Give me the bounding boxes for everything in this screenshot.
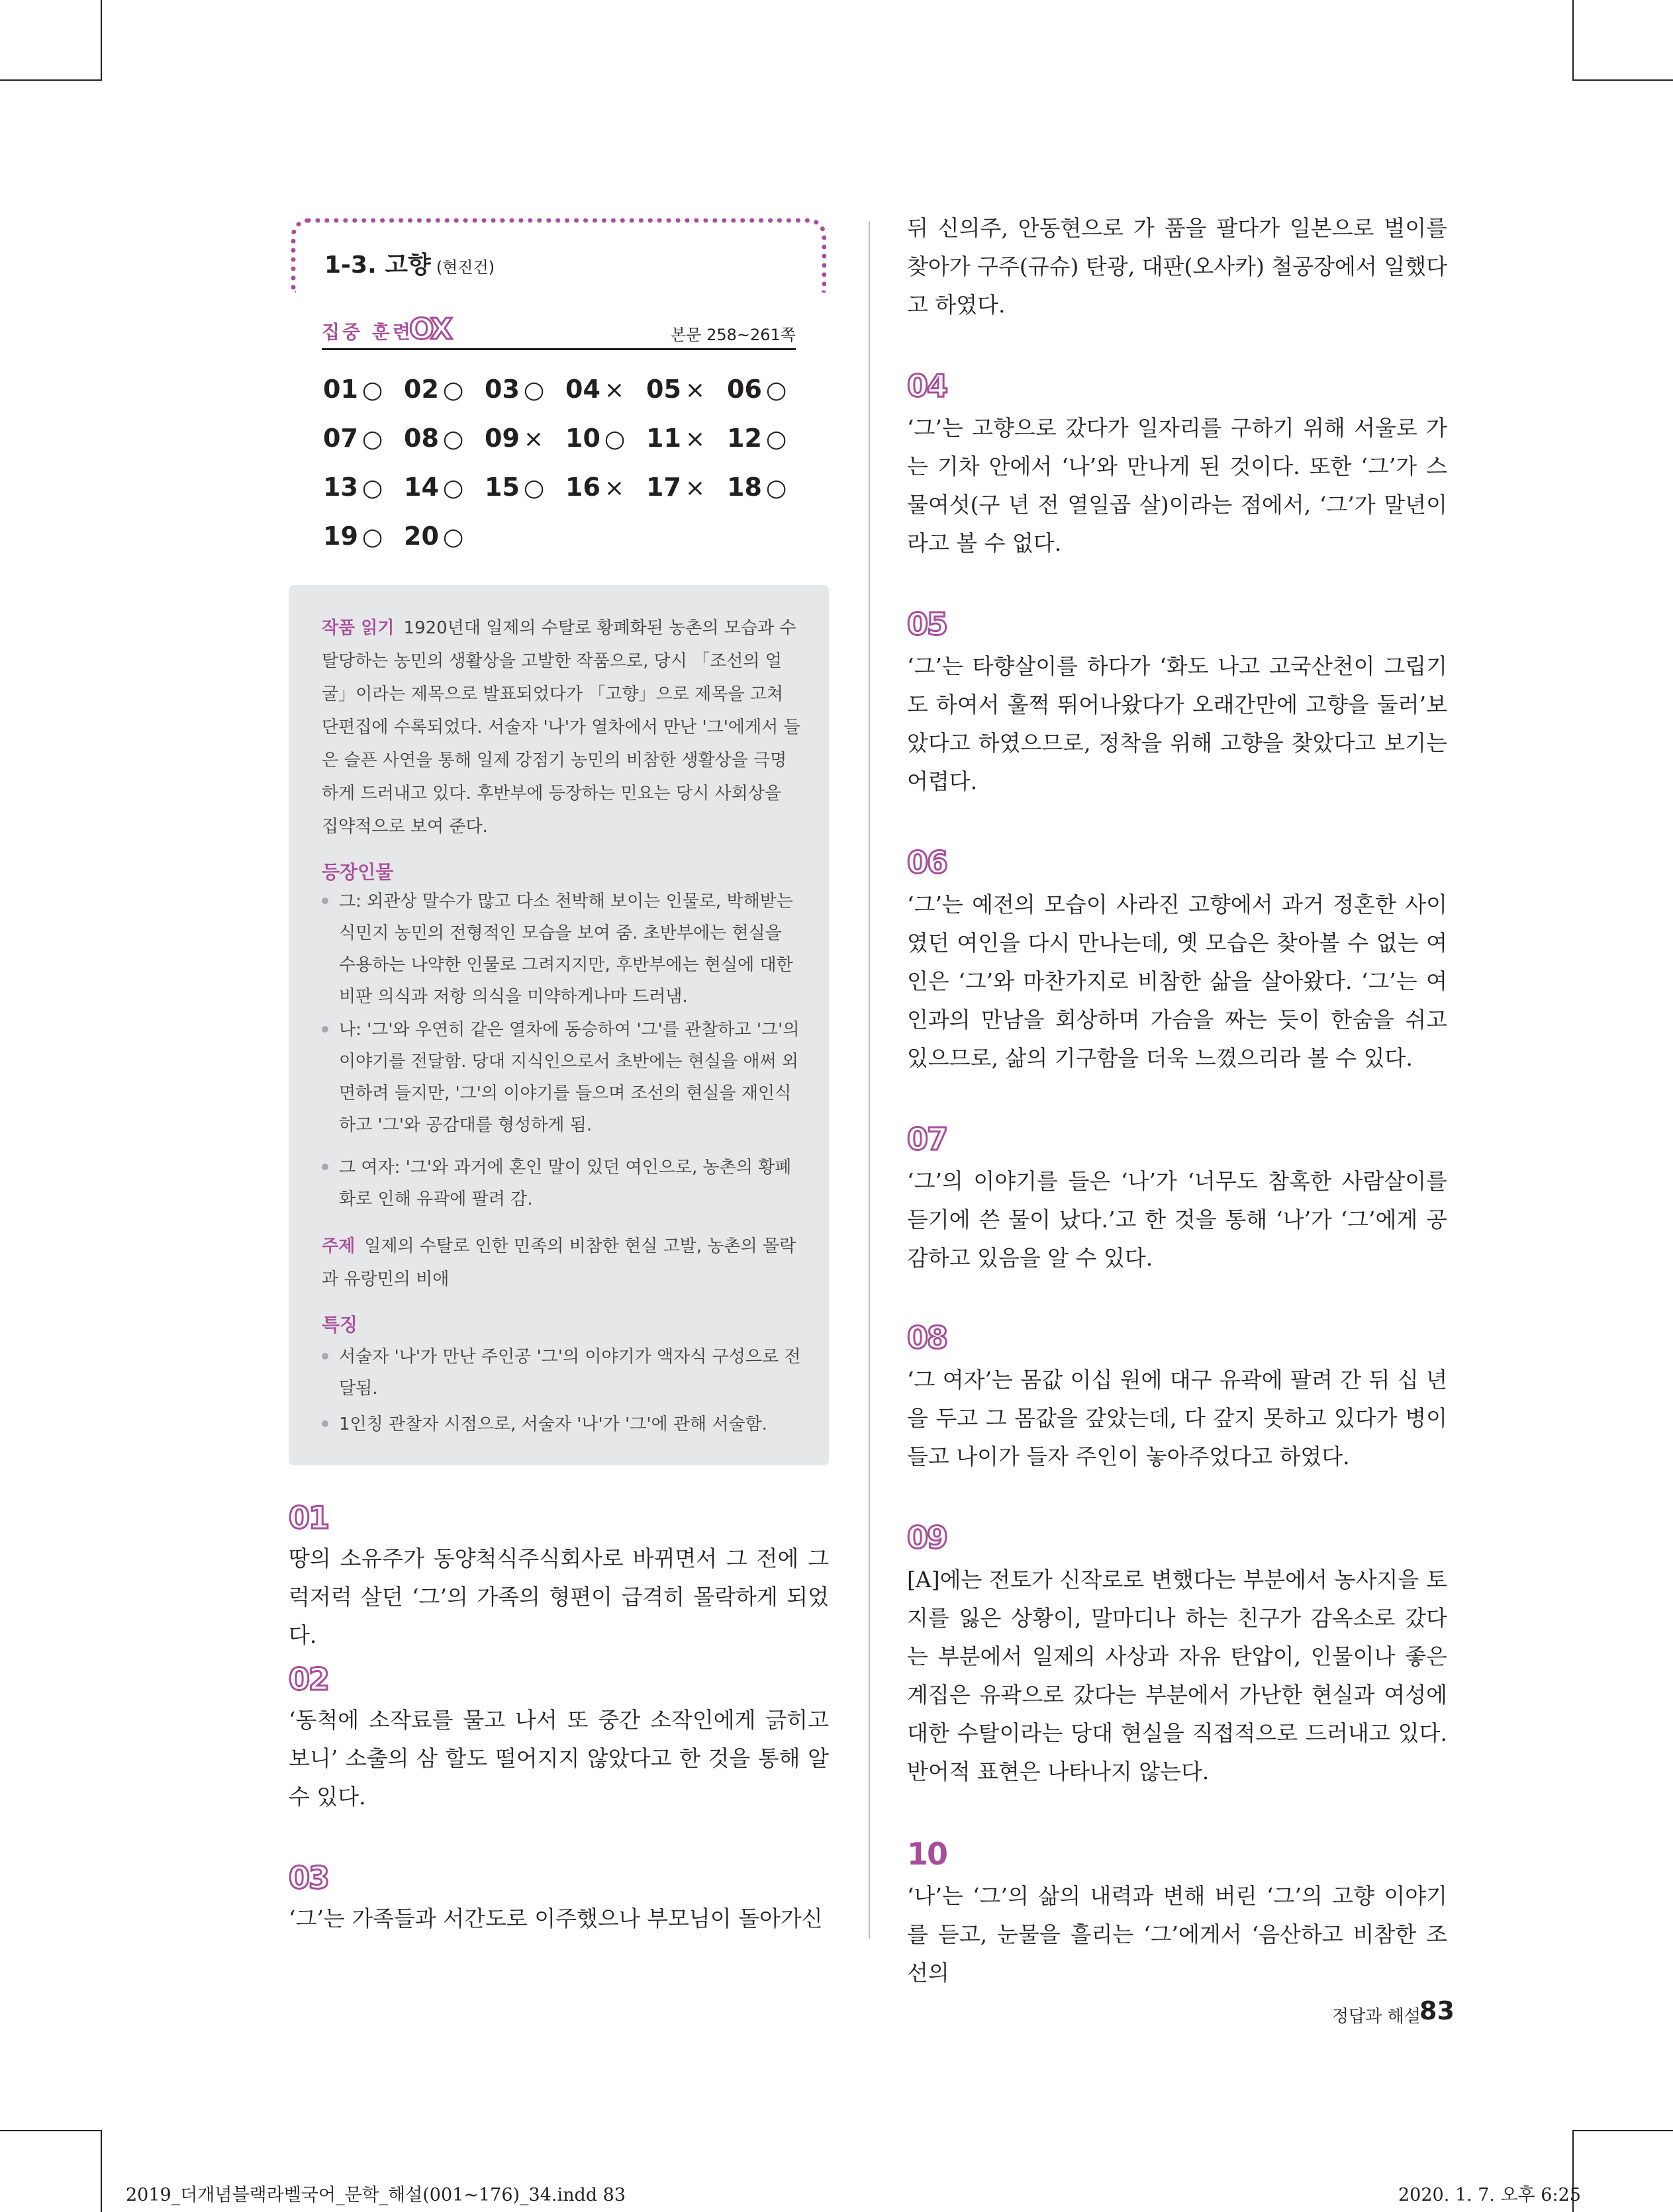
circle-mark-icon: ○	[442, 426, 464, 453]
answer-number: 14	[404, 473, 439, 502]
answer-number: 18	[727, 473, 762, 502]
answer-item	[646, 424, 705, 453]
cross-mark-icon: ×	[604, 475, 625, 502]
answer-item	[404, 473, 463, 502]
feature-item	[322, 1408, 801, 1440]
work-reading-head: 작품 읽기	[322, 618, 395, 638]
ox-label: 집중 훈련	[322, 321, 413, 343]
circle-mark-icon: ○	[361, 426, 383, 453]
crop-mark	[101, 2130, 102, 2212]
cross-mark-icon: ×	[685, 475, 706, 502]
answer-item	[727, 473, 787, 502]
work-reading-text: 1920년대 일제의 수탈로 황폐화된 농촌의 모습과 수탈당하는 농민의 생활상을 고발한 작품으로, 당시 「조선의 얼굴」이라는 제목으로 발표되었다가 「고향」으로 제목을 고쳐 단편집에 수록되었다. 서술자 '나'가 열차에서 만난 '그'에게서 들은 슬픈 사연을 통해 일제 강점기 농민의 비참한 생활상을 극명하게 드러내고 있다. 후반부에 등장하는 민요는 당시 사회상을 집약적으로 보여 준다.	[322, 618, 800, 837]
question-number: 01	[289, 1500, 329, 1536]
feature-item	[322, 1341, 801, 1405]
answer-number: 19	[323, 522, 358, 551]
question-answer: ‘그’의 이야기를 들은 ‘나’가 ‘너무도 참혹한 사람살이를 듣기에 쓴 물이 났다.’고 한 것을 통해 ‘나’가 ‘그’에게 공감하고 있음을 알 수 있다.	[907, 1168, 1447, 1271]
answer-number: 11	[646, 424, 681, 453]
file-slug: 2019_더개념블랙라벨국어_문학_해설(001~176)_34.indd 83	[126, 2185, 626, 2205]
answer-number: 01	[323, 375, 358, 404]
crop-mark	[0, 79, 101, 81]
print-timestamp: 2020. 1. 7. 오후 6:25	[1398, 2185, 1581, 2205]
ox-logo-icon: OX	[409, 312, 450, 346]
circle-mark-icon: ○	[442, 377, 464, 404]
answer-item	[565, 375, 624, 404]
character-item	[322, 886, 801, 1013]
section-title-text: 1-3. 고향	[324, 252, 431, 279]
crop-mark	[1574, 79, 1673, 81]
answer-item	[646, 375, 705, 404]
circle-mark-icon: ○	[765, 475, 787, 502]
crop-mark	[1574, 2130, 1673, 2131]
circle-mark-icon: ○	[442, 475, 464, 502]
theme-paragraph	[322, 1230, 801, 1296]
answer-number: 02	[404, 375, 439, 404]
cross-mark-icon: ×	[523, 426, 544, 453]
answer-number: 13	[323, 473, 358, 502]
answer-item	[485, 375, 544, 404]
circle-mark-icon: ○	[523, 475, 545, 502]
question-answer: [A]에는 전토가 신작로로 변했다는 부분에서 농사지을 토지를 잃은 상황이, 말마디나 하는 친구가 감옥소로 갔다는 부분에서 일제의 사상과 자유 탄압이, 인물이나 좋은 계집은 유곽으로 갔다는 부분에서 가난한 현실과 여성에 대한 수탈이라는 당대 현실을 직접적으로 드러내고 있다. 반어적 표현은 나타나지 않는다.	[907, 1567, 1447, 1784]
circle-mark-icon: ○	[361, 524, 383, 551]
answer-item	[565, 473, 624, 502]
character-text: 그: 외관상 말수가 많고 다소 천박해 보이는 인물로, 박해받는 식민지 농민의 전형적인 모습을 보여 줌. 초반부에는 현실을 수용하는 나약한 인물로 그려지지만, 후반부에는 현실에 대한 비판 의식과 저항 의식을 미약하게나마 드러냄.	[339, 892, 793, 1007]
question-answer: ‘나’는 ‘그’의 삶의 내력과 변해 버린 ‘그’의 고향 이야기를 듣고, 눈물을 흘리는 ‘그’에게서 ‘음산하고 비참한 조선의	[907, 1883, 1447, 1986]
column-divider	[869, 221, 870, 1939]
question-answer: ‘그’는 타향살이를 하다가 ‘화도 나고 고국산천이 그립기도 하여서 훌쩍 뛰어나왔다가 오래간만에 고향을 둘러’보았다고 하였으므로, 정착을 위해 고향을 찾았다고 보기는 어렵다.	[907, 653, 1447, 794]
answer-number: 12	[727, 424, 762, 453]
question-number: 06	[907, 845, 947, 880]
answer-number: 05	[646, 375, 681, 404]
continued-answer: 뒤 신의주, 안동현으로 가 품을 팔다가 일본으로 벌이를 찾아가 구주(규슈) 탄광, 대판(오사카) 철공장에서 일했다고 하였다.	[907, 215, 1447, 318]
feature-text: 서술자 '나'가 만난 주인공 '그'의 이야기가 액자식 구성으로 전달됨.	[339, 1347, 801, 1399]
question-number: 02	[289, 1661, 329, 1697]
question-number: 10	[907, 1836, 947, 1872]
theme-text: 일제의 수탈로 인한 민족의 비참한 현실 고발, 농촌의 몰락과 유랑민의 비애	[322, 1236, 796, 1289]
character-item	[322, 1014, 801, 1141]
character-text: 나: '그'와 우연히 같은 열차에 동승하여 '그'를 관찰하고 '그'의 이야기를 전달함. 당대 지식인으로서 초반에는 현실을 애써 외면하려 들지만, '그'의 이야기를 들으며 조선의 현실을 재인식하고 '그'와 공감대를 형성하게 됨.	[339, 1020, 800, 1135]
question-answer: ‘그 여자’는 몸값 이십 원에 대구 유곽에 팔려 간 뒤 십 년을 두고 그 몸값을 갚았는데, 다 갚지 못하고 있다가 병이 들고 나이가 들자 주인이 놓아주었다고 하였다.	[907, 1367, 1447, 1469]
answer-number: 16	[565, 473, 600, 502]
circle-mark-icon: ○	[604, 426, 626, 453]
circle-mark-icon: ○	[765, 377, 787, 404]
page-number: 83	[1419, 1996, 1455, 2025]
bullet-icon	[322, 1353, 328, 1359]
answer-item	[727, 375, 787, 404]
crop-mark	[1572, 0, 1574, 81]
page-label: 정답과 해설	[1332, 2007, 1421, 2027]
question-number: 04	[907, 368, 947, 404]
ox-page-ref: 본문 258~261쪽	[671, 326, 796, 344]
answer-number: 08	[404, 424, 439, 453]
work-reading-paragraph	[322, 612, 801, 843]
answer-number: 15	[485, 473, 520, 502]
bullet-icon	[322, 1026, 328, 1033]
answer-number: 17	[646, 473, 681, 502]
answer-item	[485, 473, 544, 502]
answer-number: 10	[565, 424, 600, 453]
question-number: 07	[907, 1121, 947, 1157]
feature-text: 1인칭 관찰자 시점으로, 서술자 '나'가 '그'에 관해 서술함.	[339, 1414, 767, 1434]
answer-number: 03	[485, 375, 520, 404]
question-number: 05	[907, 606, 947, 642]
answer-item	[323, 473, 383, 502]
question-answer: ‘그’는 예전의 모습이 사라진 고향에서 과거 정혼한 사이였던 여인을 다시 만나는데, 옛 모습은 찾아볼 수 없는 여인은 ‘그’와 마찬가지로 비참한 삶을 살아왔다. ‘그’는 여인과의 만남을 회상하며 가슴을 짜는 듯이 한숨을 쉬고 있으므로, 삶의 기구함을 더욱 느꼈으리라 볼 수 있다.	[907, 892, 1447, 1071]
question-number: 03	[289, 1860, 329, 1896]
answer-item	[404, 522, 463, 551]
answer-item	[323, 522, 383, 551]
answer-item	[565, 424, 625, 453]
ox-training-bar	[322, 312, 796, 350]
answer-item	[727, 424, 787, 453]
answer-item	[323, 375, 383, 404]
bullet-icon	[322, 1164, 328, 1170]
crop-mark	[0, 2130, 101, 2131]
answer-item	[485, 424, 544, 453]
circle-mark-icon: ○	[523, 377, 545, 404]
bullet-icon	[322, 1420, 328, 1427]
circle-mark-icon: ○	[361, 377, 383, 404]
question-answer: ‘동척에 소작료를 물고 나서 또 중간 소작인에게 긁히고 보니’ 소출의 삼 할도 떨어지지 않았다고 한 것을 통해 알 수 있다.	[289, 1707, 829, 1810]
character-text: 그 여자: '그'와 과거에 혼인 말이 있던 여인으로, 농촌의 황폐화로 인해 유곽에 팔려 감.	[339, 1158, 792, 1209]
section-title	[324, 246, 495, 280]
bullet-icon	[322, 898, 328, 904]
character-item	[322, 1152, 801, 1215]
characters-heading: 등장인물	[322, 861, 394, 883]
answer-item	[646, 473, 705, 502]
answer-item	[323, 424, 383, 453]
features-heading: 특징	[322, 1314, 358, 1336]
section-author: (현진건)	[436, 258, 495, 277]
cross-mark-icon: ×	[685, 426, 706, 453]
circle-mark-icon: ○	[765, 426, 787, 453]
cross-mark-icon: ×	[685, 377, 706, 404]
circle-mark-icon: ○	[442, 524, 464, 551]
answer-number: 07	[323, 424, 358, 453]
circle-mark-icon: ○	[361, 475, 383, 502]
answer-number: 09	[485, 424, 520, 453]
crop-mark	[101, 0, 102, 81]
question-number: 09	[907, 1520, 947, 1555]
question-number: 08	[907, 1320, 947, 1356]
question-answer: 땅의 소유주가 동양척식주식회사로 바뀌면서 그 전에 그럭저럭 살던 ‘그’의 가족의 형편이 급격히 몰락하게 되었다.	[289, 1545, 829, 1648]
theme-head: 주제	[322, 1236, 356, 1256]
cross-mark-icon: ×	[604, 377, 625, 404]
question-answer: ‘그’는 고향으로 갔다가 일자리를 구하기 위해 서울로 가는 기차 안에서 ‘나’와 만나게 된 것이다. 또한 ‘그’가 스물여섯(구 년 전 열일곱 살)이라는 점에서, ‘그’가 말년이라고 볼 수 없다.	[907, 415, 1447, 556]
answer-item	[404, 424, 463, 453]
answer-number: 06	[727, 375, 762, 404]
question-answer: ‘그’는 가족들과 서간도로 이주했으나 부모님이 돌아가신	[289, 1906, 823, 1931]
answer-number: 04	[565, 375, 600, 404]
answer-number: 20	[404, 522, 439, 551]
answer-item	[404, 375, 463, 404]
